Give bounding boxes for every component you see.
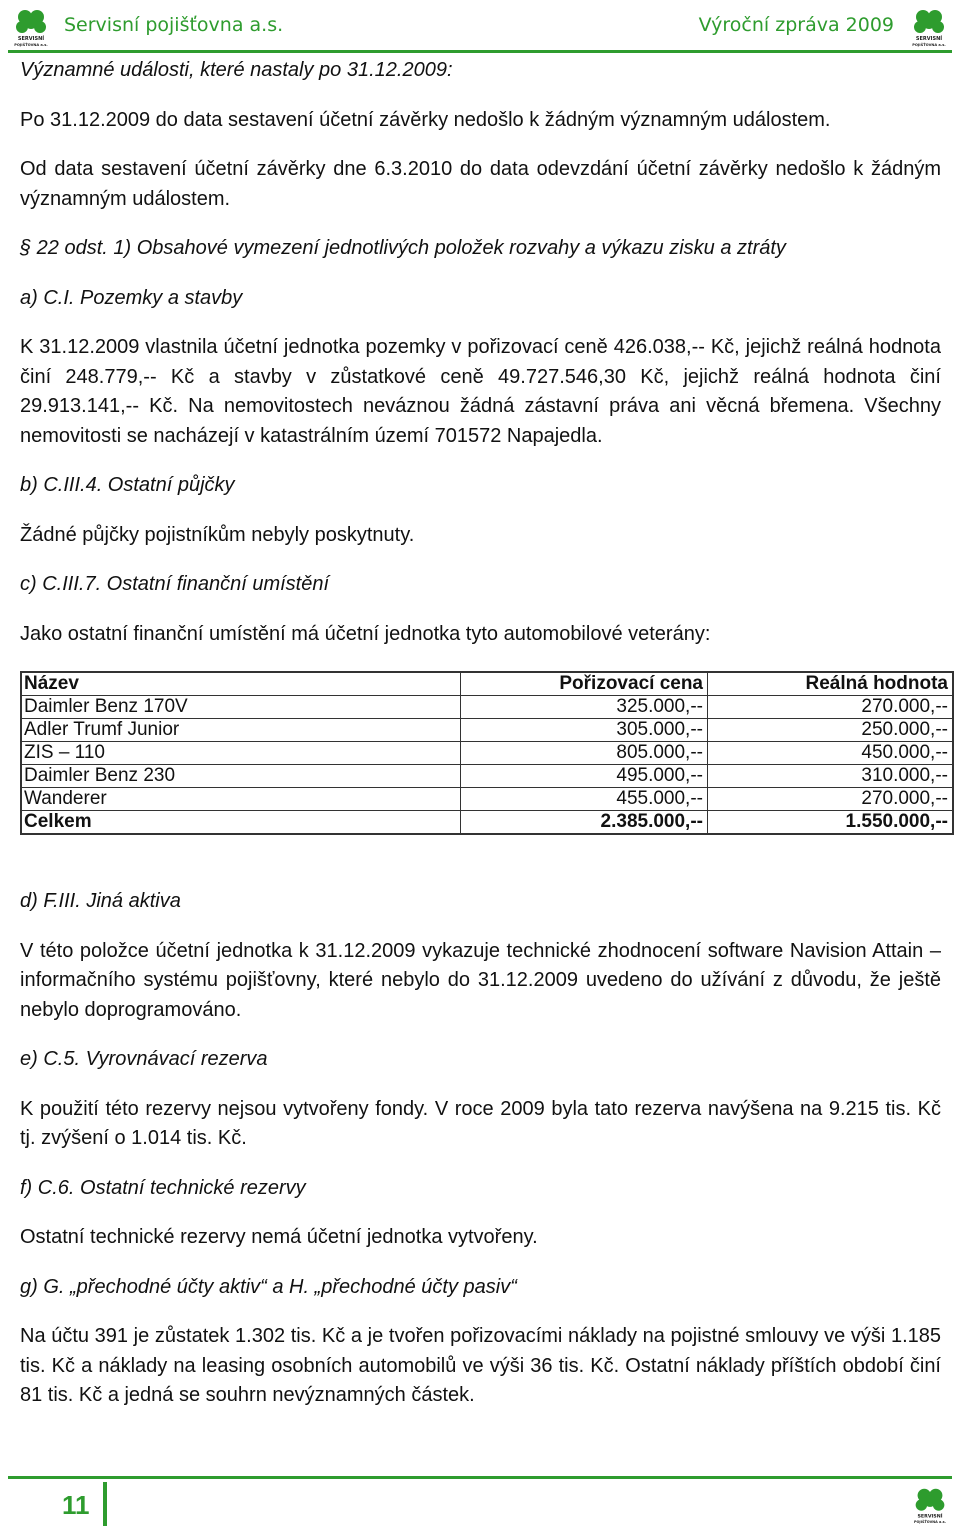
footer-divider (103, 1482, 107, 1526)
subsection-e-text: K použití této rezervy nejsou vytvořeny fondy. V roce 2009 byla tato rezerva navýšena na 9.215 tis. Kč tj. zvýšení o 1.014 tis. Kč. (20, 1097, 941, 1149)
section-heading: § 22 odst. 1) Obsahové vymezení jednotlivých položek rozvahy a výkazu zisku a ztráty (20, 237, 786, 259)
table-cell: Celkem (21, 811, 461, 835)
table-row (21, 696, 953, 719)
svg-text:POJIŠŤOVNA a.s.: POJIŠŤOVNA a.s. (912, 43, 946, 47)
subsection-b-text: Žádné půjčky pojistníkům nebyly poskytnuty. (20, 523, 415, 546)
clover-logo-icon (908, 1484, 952, 1526)
table-header-cell: Reálná hodnota (708, 672, 954, 696)
svg-text:POJIŠŤOVNA a.s.: POJIŠŤOVNA a.s. (913, 1520, 947, 1525)
table-cell: 270.000,-- (708, 696, 954, 719)
table-cell: Daimler Benz 230 (21, 765, 461, 788)
table-row (21, 742, 953, 765)
table-cell: 250.000,-- (708, 719, 954, 742)
subsection-f-text: Ostatní technické rezervy nemá účetní jednotka vytvořeny. (20, 1226, 538, 1248)
table-cell: 455.000,-- (461, 788, 708, 811)
header-rule (8, 50, 952, 53)
table-cell: 325.000,-- (461, 696, 708, 719)
table-cell: 270.000,-- (708, 788, 954, 811)
page-number: 11 (62, 1490, 90, 1520)
svg-text:SERVISNÍ: SERVISNÍ (17, 36, 45, 42)
subsection-a-heading: a) C.I. Pozemky a stavby (20, 286, 243, 309)
subsection-b-heading: b) C.III.4. Ostatní půjčky (20, 474, 235, 496)
table-cell: Adler Trumf Junior (21, 719, 461, 742)
table-row (21, 765, 953, 788)
table-cell: 450.000,-- (708, 742, 954, 765)
table-cell: Daimler Benz 170V (21, 696, 461, 719)
svg-text:POJIŠŤOVNA a.s.: POJIŠŤOVNA a.s. (14, 43, 48, 47)
table-cell: 305.000,-- (461, 719, 708, 742)
table-cell: ZIS – 110 (21, 742, 461, 765)
subsection-a-text: K 31.12.2009 vlastnila účetní jednotka pozemky v pořizovací ceně 426.038,-- Kč, jejichž reálná hodnota činí 248.779,-- Kč a stavby v zůstatkové ceně 49.727.546,30 Kč, jejichž reálná hodnota činí 29.913.141,-- Kč. Na nemovitostech neváznou žádná zástavní práva ani věcná břemena. Všechny nemovitosti se nacházejí v katastrálním území 701572 Napajedla. (20, 336, 941, 447)
table-cell: 495.000,-- (461, 765, 708, 788)
footer-rule (8, 1476, 952, 1479)
company-name: Servisní pojišťovna a.s. (64, 14, 284, 36)
subsection-f-heading: f) C.6. Ostatní technické rezervy (20, 1176, 306, 1199)
subsection-c-heading: c) C.III.7. Ostatní finanční umístění (20, 573, 330, 595)
subsection-g-text: Na účtu 391 je zůstatek 1.302 tis. Kč a je tvořen pořizovacími náklady na pojistné smlouvy ve výši 1.185 tis. Kč a náklady na leasing osobních automobilů ve výši 36 tis. Kč. Ostatní náklady příštích období činí 81 tis. Kč a jedná se souhrn nevýznamných částek. (20, 1325, 941, 1406)
events-paragraph-2: Od data sestavení účetní závěrky dne 6.3.2010 do data odevzdání účetní závěrky nedošlo k žádným významným událostem. (20, 158, 941, 210)
subsection-c-text: Jako ostatní finanční umístění má účetní jednotka tyto automobilové veterány: (20, 622, 711, 645)
events-paragraph-1: Po 31.12.2009 do data sestavení účetní závěrky nedošlo k žádným významným událostem. (20, 108, 831, 131)
svg-text:SERVISNÍ: SERVISNÍ (915, 36, 943, 42)
table-cell: Wanderer (21, 788, 461, 811)
report-title: Výroční zpráva 2009 (698, 14, 894, 36)
events-heading: Významné události, které nastaly po 31.12.2009: (20, 59, 453, 81)
table-cell: 805.000,-- (461, 742, 708, 765)
clover-logo-icon (906, 6, 952, 48)
subsection-d-text: V této položce účetní jednotka k 31.12.2009 vykazuje technické zhodnocení software Navision Attain – informačního systému pojišťovny, které nebylo do 31.12.2009 uvedeno do užívání z důvodu, že ještě nebylo doprogramováno. (20, 939, 941, 1021)
table-header-row (21, 672, 953, 696)
table-total-row (21, 811, 953, 835)
table-cell: 1.550.000,-- (708, 811, 954, 835)
page-header (0, 0, 960, 52)
table-header-cell: Název (21, 672, 461, 696)
subsection-e-heading: e) C.5. Vyrovnávací rezerva (20, 1048, 268, 1070)
table-row (21, 719, 953, 742)
table-row (21, 788, 953, 811)
subsection-g-heading: g) G. „přechodné účty aktiv“ a H. „přechodné účty pasiv“ (20, 1275, 517, 1298)
svg-text:SERVISNÍ: SERVISNÍ (917, 1514, 943, 1520)
table-header-cell: Pořizovací cena (461, 672, 708, 696)
clover-logo-icon (8, 6, 54, 48)
table-cell: 2.385.000,-- (461, 811, 708, 835)
subsection-d-heading: d) F.III. Jiná aktiva (20, 890, 181, 912)
page-content (20, 56, 948, 1411)
page-footer (0, 1476, 960, 1529)
veterans-table (20, 671, 954, 835)
table-cell: 310.000,-- (708, 765, 954, 788)
